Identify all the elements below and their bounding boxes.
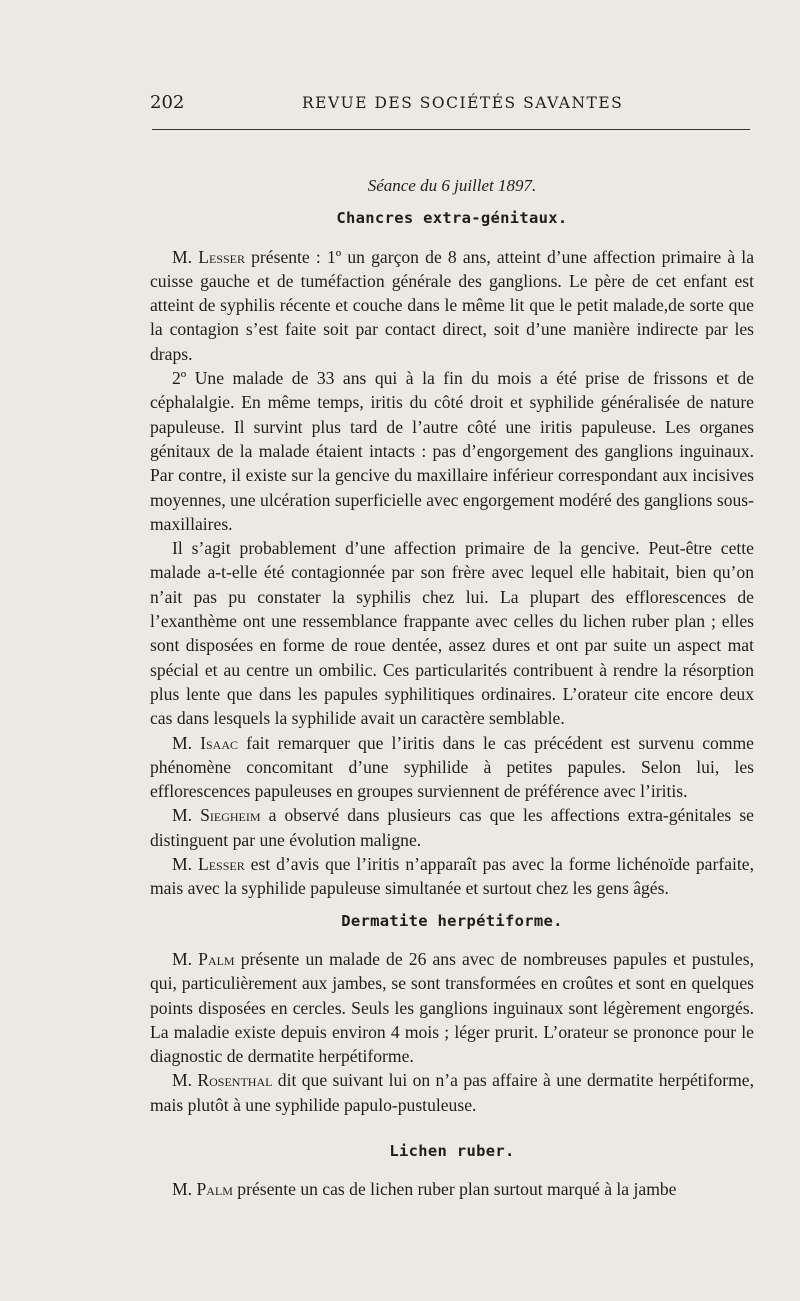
paragraph-text: dit que suivant lui on n’a pas affaire à une dermatite herpétiforme, mais plutôt à une syphilide papulo-pustuleuse. <box>150 1070 754 1115</box>
paragraph <box>150 1068 754 1117</box>
paragraph-text: est d’avis que l’iritis n’apparaît pas avec la forme lichénoïde parfaite, mais avec la syphilide papuleuse simultanée et surtout chez les gens âgés. <box>150 854 754 899</box>
section-title: Lichen ruber. <box>389 1141 515 1160</box>
session-date: Séance du 6 juillet 1897. <box>367 176 537 195</box>
paragraph-text: Il s’agit probablement d’une affection primaire de la gencive. Peut-être cette malade a-t-elle été contagionnée par son frère avec lequel elle habitait, bien qu’on n’ait pas pu constater la syphilis chez lui. La plupart des efflorescences de l’exanthème ont une ressemblance frappante avec celles du lichen ruber plan ; elles sont disposées en forme de roue dentée, assez dures et ont par suite un aspect mat spécial et au centre un ombilic. Ces particularités contribuent à rendre la résorption plus lente que dans les papules syphilitiques ordinaires. L’orateur cite encore deux cas dans lesquels la syphilide avait un caractère semblable. <box>150 538 754 729</box>
speaker-name: M. Rosenthal <box>172 1070 273 1091</box>
header-rule <box>152 129 750 130</box>
paragraph <box>150 947 754 1068</box>
paragraph <box>150 536 754 730</box>
paragraph <box>150 731 754 804</box>
paragraph-text: présente un malade de 26 ans avec de nombreuses papules et pustules, qui, particulièrement aux jambes, se sont transformées en croûtes et sont en quelques points disposées en cercles. Seuls les ganglions inguinaux sont légèrement engorgés. La maladie existe depuis environ 4 mois ; léger prurit. L’orateur se prononce pour le diagnostic de dermatite herpétiforme. <box>150 948 754 1067</box>
running-title: REVUE DES SOCIÉTÉS SAVANTES <box>302 94 624 112</box>
speaker-name: M. Lesser <box>172 246 245 267</box>
speaker-name: M. Palm <box>172 1179 233 1200</box>
speaker-name: M. Siegheim <box>172 805 261 826</box>
paragraph-text: présente un cas de lichen ruber plan surtout marqué à la jambe <box>232 1179 677 1200</box>
article-body <box>150 174 754 1202</box>
paragraph <box>150 852 754 901</box>
paragraph-text: fait remarquer que l’iritis dans le cas précédent est survenu comme phénomène concomitant d’une syphilide à petites papules. Selon lui, les efflorescences papuleuses en groupes surviennent de préférence avec l’iritis. <box>150 732 754 802</box>
paragraph <box>150 245 754 366</box>
paragraph <box>150 803 754 852</box>
paragraph-text: présente : 1º un garçon de 8 ans, atteint d’une affection primaire à la cuisse gauche et de tuméfaction générale des ganglions. Le père de cet enfant est atteint de syphilis récente et couche dans le même lit que le petit malade,de sorte que la contagion s’est faite soit par contact direct, soit d’une manière indirecte par les draps. <box>150 246 754 364</box>
paragraph <box>150 1177 754 1201</box>
page-number: 202 <box>150 92 185 113</box>
paragraph <box>150 366 754 536</box>
paragraph-text: a observé dans plusieurs cas que les affections extra-génitales se distinguent par une évolution maligne. <box>150 805 754 850</box>
running-header <box>150 92 750 116</box>
section-title: Chancres extra-génitaux. <box>336 209 568 228</box>
paragraph-text: 2º Une malade de 33 ans qui à la fin du mois a été prise de frissons et de céphalalgie. En même temps, iritis du côté droit et syphilide généralisée de nature papuleuse. Il survint plus tard de l’autre côté une iritis papuleuse. Les organes génitaux de la malade étaient intacts : pas d’engorgement des ganglions inguinaux. Par contre, il existe sur la gencive du maxillaire inférieur correspondant aux incisives moyennes, une ulcération superficielle avec engorgement modéré des ganglions sous-maxillaires. <box>150 368 754 534</box>
speaker-name: M. Palm <box>172 948 235 969</box>
section-title: Dermatite herpétiforme. <box>341 911 563 930</box>
speaker-name: M. Isaac <box>172 732 239 753</box>
speaker-name: M. Lesser <box>172 854 245 875</box>
